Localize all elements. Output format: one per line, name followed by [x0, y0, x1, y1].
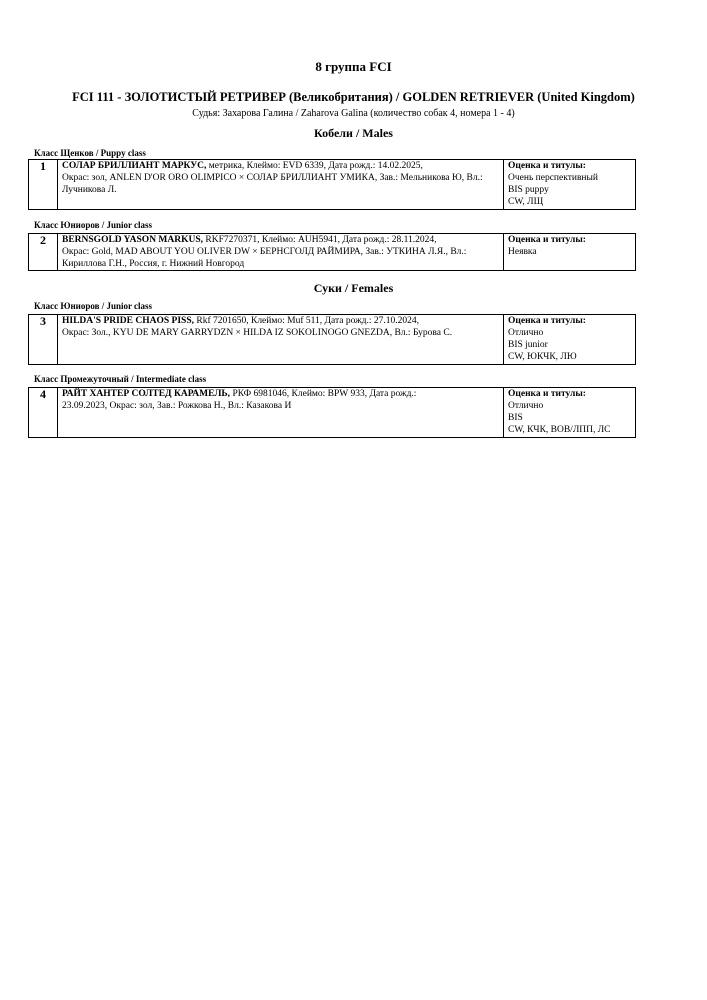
class-heading-intermediate: Класс Промежуточный / Intermediate class — [34, 374, 207, 384]
entry-results — [504, 234, 636, 271]
entry-number: 1 — [29, 160, 58, 210]
class-heading-junior: Класс Юниоров / Junior class — [34, 301, 153, 311]
result-line: Отлично — [508, 401, 544, 411]
result-line: CW, ЮКЧК, ЛЮ — [508, 352, 577, 362]
entry-number: 3 — [29, 315, 58, 365]
entry-table — [28, 159, 636, 210]
results-label: Оценка и титулы: — [508, 235, 586, 245]
result-line: Очень перспективный — [508, 173, 598, 183]
table-row — [29, 315, 636, 365]
dog-name: BERNSGOLD YASON MARKUS, — [62, 235, 204, 245]
results-label: Оценка и титулы: — [508, 161, 586, 171]
table-row — [29, 388, 636, 438]
table-row — [29, 160, 636, 210]
results-label: Оценка и титулы: — [508, 389, 586, 399]
dog-name: HILDA'S PRIDE CHAOS PISS, — [62, 316, 194, 326]
result-line: BIS puppy — [508, 185, 549, 195]
entry-results — [504, 315, 636, 365]
result-line: Отлично — [508, 328, 544, 338]
dog-registration: Rkf 7201650, Клеймо: Muf 511, Дата рожд.: 27.10.2024, — [193, 316, 420, 326]
class-heading-puppy: Класс Щенков / Puppy class — [34, 148, 146, 158]
result-line: CW, ЛЩ — [508, 197, 544, 207]
section-heading-females: Суки / Females — [313, 281, 394, 295]
dog-details: Окрас: зол, ANLEN D'OR ORO OLIMPICO × СОЛАР БРИЛЛИАНТ УМИКА, Зав.: Мельникова Ю, Вл.: Лучникова Л. — [62, 173, 483, 195]
entry-number: 4 — [29, 388, 58, 438]
judge-info: Судья: Захарова Галина / Zaharova Galina (количество собак 4, номера 1 - 4) — [192, 108, 515, 119]
result-line: CW, КЧК, BOB/ЛПП, ЛС — [508, 425, 611, 435]
group-title: 8 группа FCI — [315, 59, 392, 74]
entry-results — [504, 388, 636, 438]
entry-table — [28, 233, 636, 271]
entry-description — [58, 315, 504, 365]
result-line: BIS — [508, 413, 523, 423]
entry-number: 2 — [29, 234, 58, 271]
entry-description — [58, 388, 504, 438]
dog-details: 23.09.2023, Окрас: зол, Зав.: Рожкова Н., Вл.: Казакова И — [62, 401, 292, 411]
dog-registration: РКФ 6981046, Клеймо: BPW 933, Дата рожд.: — [230, 389, 417, 399]
section-heading-males: Кобели / Males — [314, 126, 393, 140]
class-heading-junior: Класс Юниоров / Junior class — [34, 220, 153, 230]
dog-name: РАЙТ ХАНТЕР СОЛТЕД КАРАМЕЛЬ, — [62, 389, 231, 399]
results-label: Оценка и титулы: — [508, 316, 586, 326]
dog-registration: RKF7270371, Клеймо: AUH5941, Дата рожд.: 28.11.2024, — [203, 235, 437, 245]
breed-title: FCI 111 - ЗОЛОТИСТЫЙ РЕТРИВЕР (Великобритания) / GOLDEN RETRIEVER (United Kingdom) — [72, 90, 635, 104]
dog-details: Окрас: Gold, MAD ABOUT YOU OLIVER DW × БЕРНСГОЛД РАЙМИРА, Зав.: УТКИНА Л.Я., Вл.: Кириллова Г.Н., Россия, г. Нижний Новгород — [62, 247, 467, 269]
entry-description — [58, 234, 504, 271]
dog-details: Окрас: Зол., KYU DE MARY GARRYDZN × HILDA IZ SOKOLINOGO GNEZDA, Вл.: Бурова С. — [62, 328, 453, 338]
result-line: BIS junior — [508, 340, 548, 350]
entry-results — [504, 160, 636, 210]
table-row — [29, 234, 636, 271]
entry-description — [58, 160, 504, 210]
entry-table — [28, 387, 636, 438]
entry-table — [28, 314, 636, 365]
dog-registration: метрика, Клеймо: EVD 6339, Дата рожд.: 14.02.2025, — [206, 161, 423, 171]
result-line: Неявка — [508, 247, 537, 257]
dog-name: СОЛАР БРИЛЛИАНТ МАРКУС, — [62, 161, 207, 171]
